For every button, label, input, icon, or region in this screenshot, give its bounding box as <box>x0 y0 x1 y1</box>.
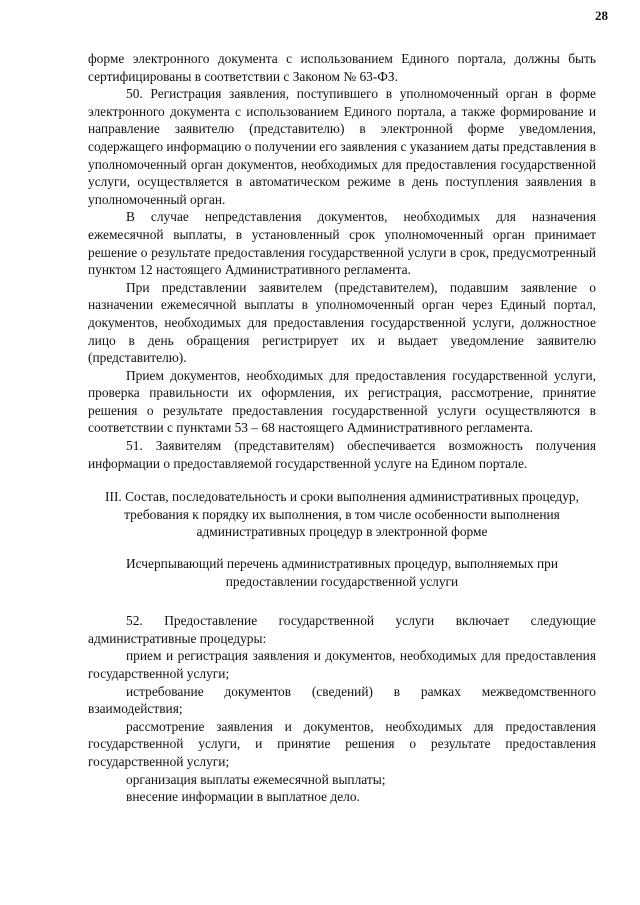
paragraph: форме электронного документа с использованием Единого портала, должны быть сертифицированы в соответствии с Законом № 63-ФЗ. <box>88 51 596 84</box>
procedure-item: внесение информации в выплатное дело. <box>126 789 360 805</box>
subsection-heading: Исчерпывающий перечень административных процедур, выполняемых при предоставлении государственной услуги <box>125 556 559 589</box>
procedure-item: организация выплаты ежемесячной выплаты; <box>126 771 386 787</box>
procedure-item: рассмотрение заявления и документов, необходимых для предоставления государственной услуги, и принятие решения о результате предоставления государственной услуги; <box>88 718 596 769</box>
paragraph: В случае непредставления документов, необходимых для назначения ежемесячной выплаты, в установленный срок уполномоченный орган принимает решение о результате предоставления государственной услуги в срок, предусмотренный пунктом 12 настоящего Административного регламента. <box>88 209 596 278</box>
paragraph-item-51: 51. Заявителям (представителям) обеспечивается возможность получения информации о предоставляемой государственной услуге на Едином портале. <box>88 438 596 471</box>
paragraph: Прием документов, необходимых для предоставления государственной услуги, проверка правильности их оформления, их регистрация, рассмотрение, принятие решения о результате предоставления государственной услуги осуществляются в соответствии с пунктами 53 – 68 настоящего Административного регламента. <box>88 367 596 436</box>
paragraph-item-52: 52. Предоставление государственной услуги включает следующие административные процедуры: <box>88 613 596 646</box>
procedure-item: истребование документов (сведений) в рамках межведомственного взаимодействия; <box>88 683 596 717</box>
paragraph: При представлении заявителем (представителем), подавшим заявление о назначении ежемесячной выплаты в уполномоченный орган через Единый портал, документов, необходимых для предоставления государственной услуги, должностное лицо в день обращения регистрирует их и выдает уведомление заявителю (представителю). <box>88 279 596 366</box>
section-heading: III. Состав, последовательность и сроки выполнения административных процедур, требования к порядку их выполнения, в том числе особенности выполнения административных процедур в электронной форме <box>105 489 579 540</box>
page-number: 28 <box>595 8 608 23</box>
document-body <box>88 50 596 806</box>
procedure-item: прием и регистрация заявления и документов, необходимых для предоставления государственной услуги; <box>88 648 596 681</box>
paragraph-item-50: 50. Регистрация заявления, поступившего в уполномоченный орган в форме электронного документа с использованием Единого портала, а также формирование и направление заявителю (представителю) в электронной форме уведомления, содержащего информацию о получении его заявления с указанием даты представления в уполномоченный орган документов, необходимых для предоставления государственной услуги, осуществляется в автоматическом режиме в день поступления заявления в уполномоченный орган. <box>88 86 596 207</box>
